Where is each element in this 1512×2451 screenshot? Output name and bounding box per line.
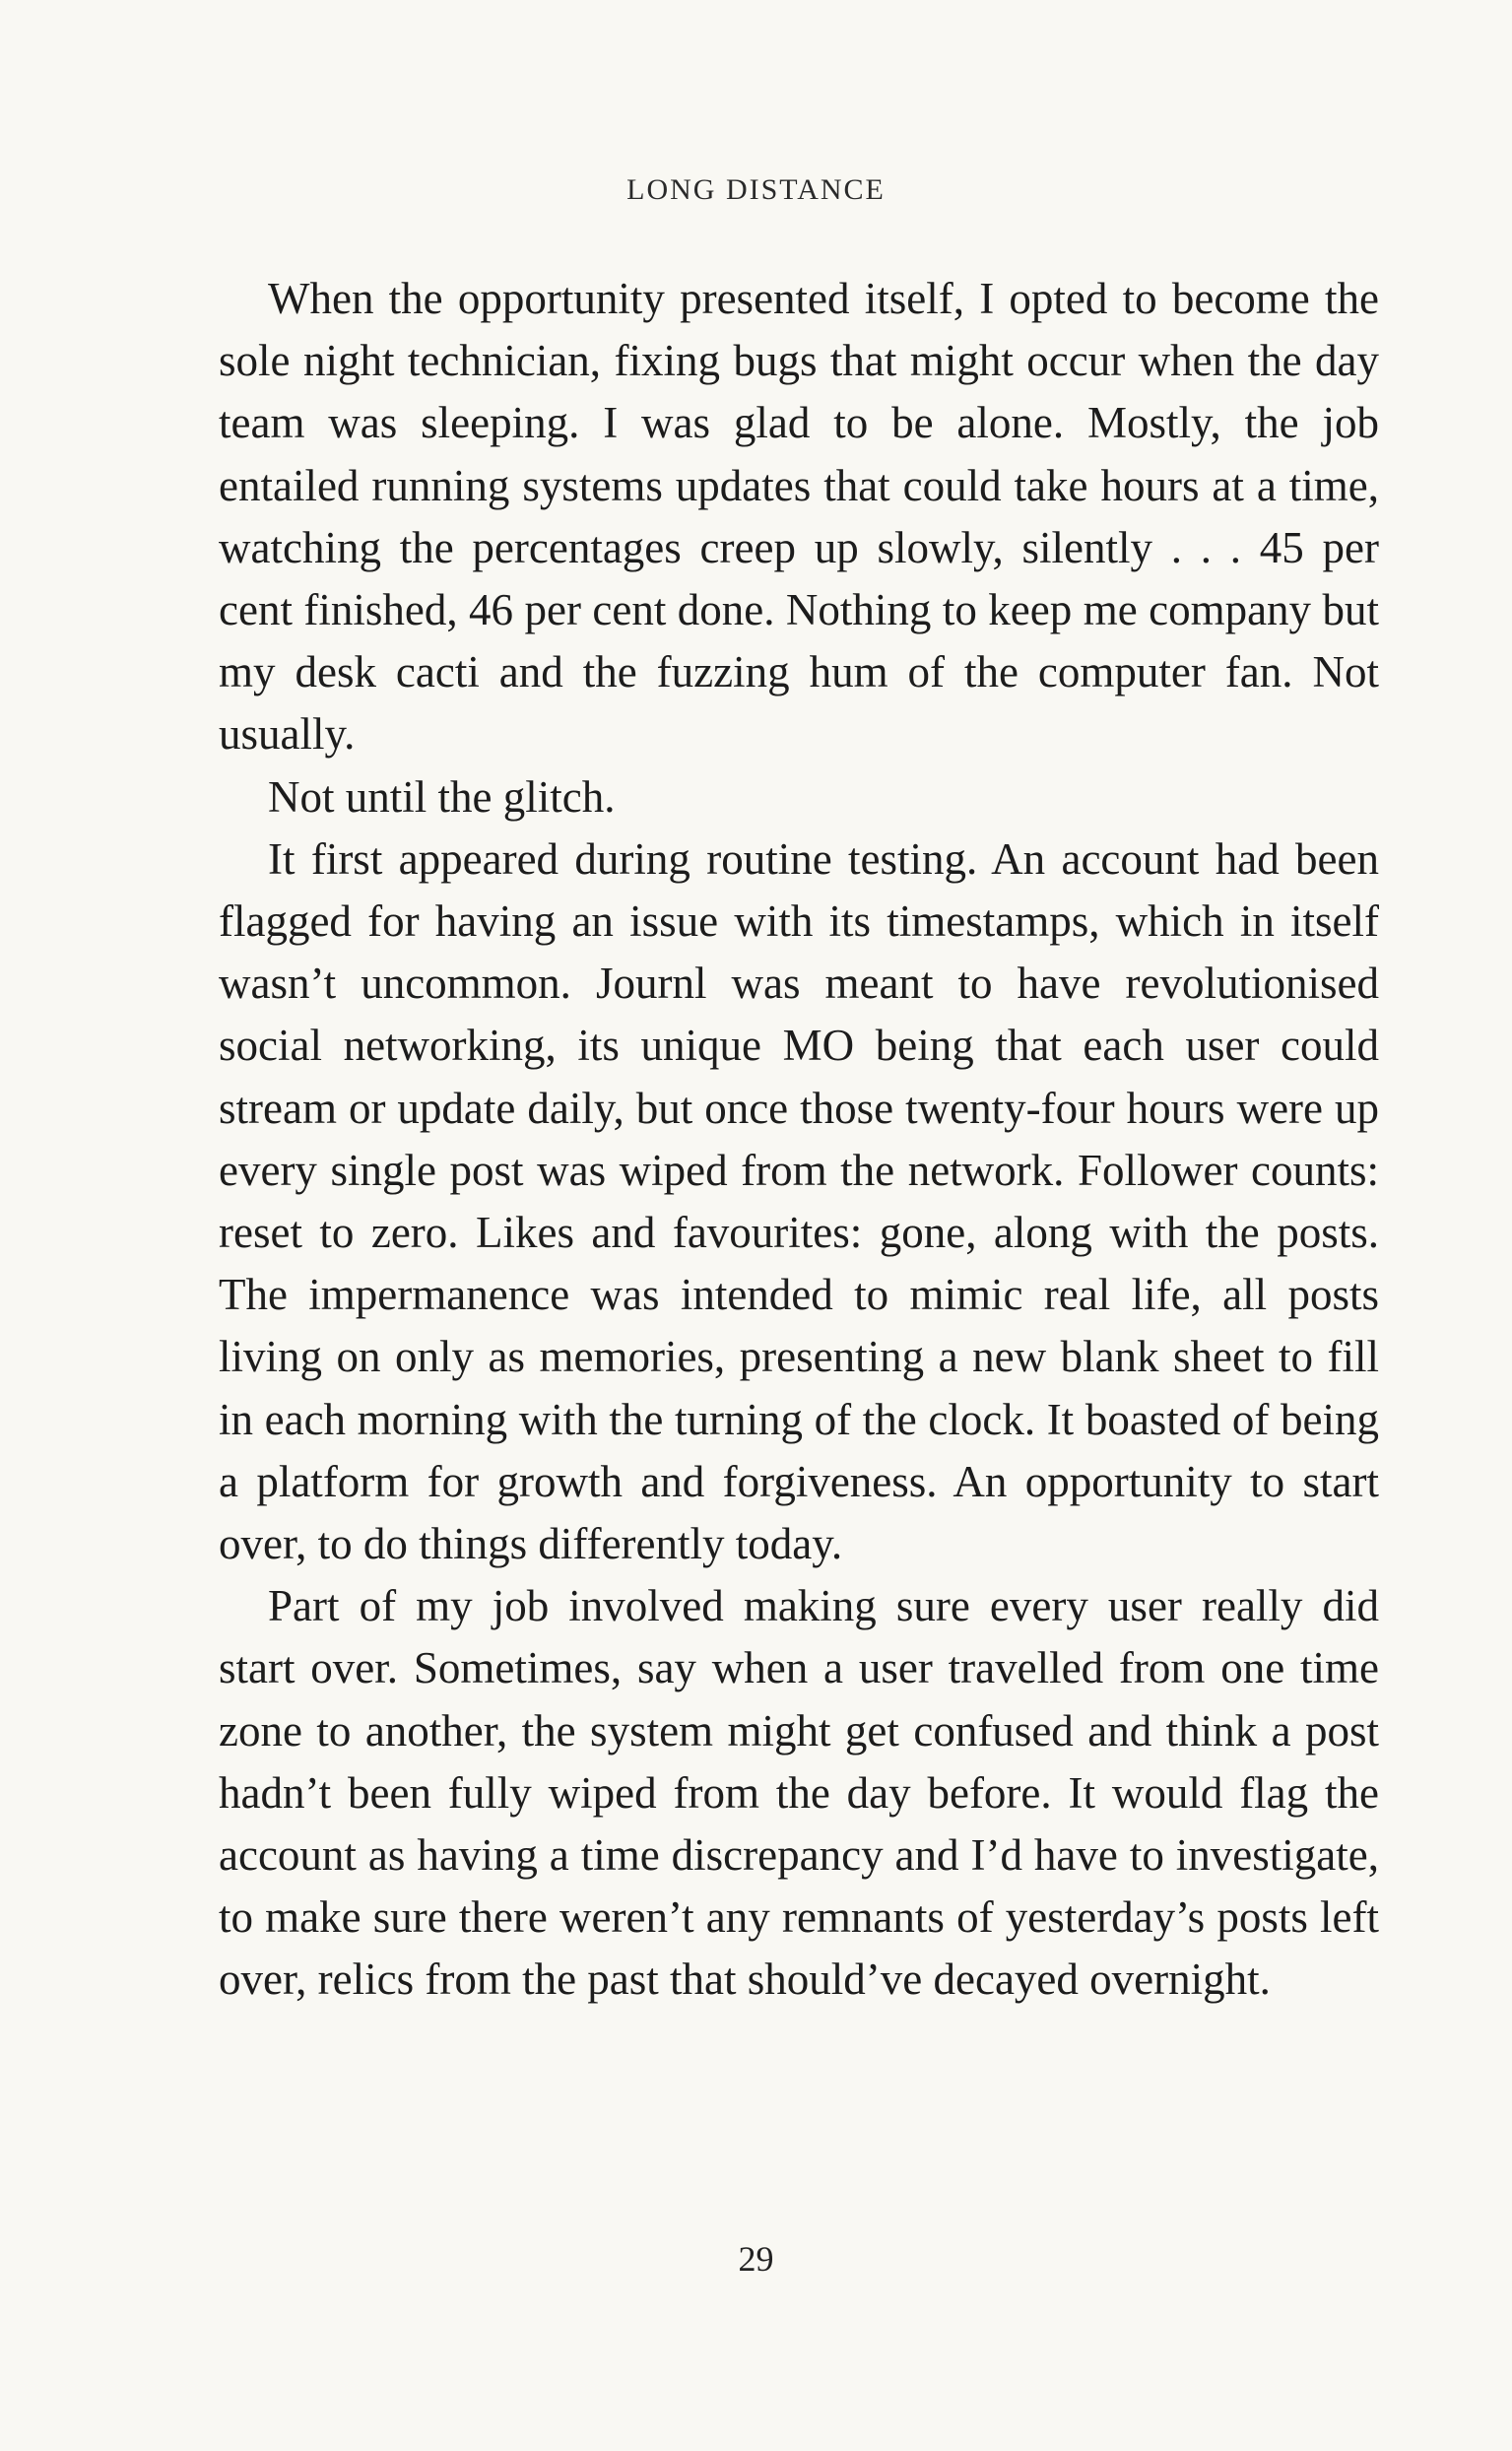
body-text — [219, 268, 1379, 2012]
paragraph: When the opportunity presented itself, I opted to become the sole night technician, fixing bugs that might occur when the day team was sleeping. I was glad to be alone. Mostly, the job entailed running systems updates that could take hours at a time, watching the percentages creep up slowly, silently . . . 45 per cent finished, 46 per cent done. Nothing to keep me company but my desk cacti and the fuzzing hum of the computer fan. Not usually. — [219, 274, 1379, 760]
running-head: LONG DISTANCE — [626, 173, 886, 206]
page-number: 29 — [738, 2239, 774, 2279]
paragraph: Part of my job involved making sure every user really did start over. Sometimes, say when a user travelled from one time zone to another, the system might get confused and think a post hadn’t been fully wiped from the day before. It would flag the account as having a time discrepancy and I’d have to investigate, to make sure there weren’t any remnants of yesterday’s posts left over, relics from the past that should’ve decayed overnight. — [219, 1581, 1379, 2005]
paragraph: It first appeared during routine testing. An account had been flagged for having an issue with its timestamps, which in itself wasn’t uncommon. Journl was meant to have revolutionised social networking, its unique MO being that each user could stream or update daily, but once those twenty-four hours were up every single post was wiped from the network. Follower counts: reset to zero. Likes and favourites: gone, along with the posts. The impermanence was intended to mimic real life, all posts living on only as memories, presenting a new blank sheet to fill in each morning with the turning of the clock. It boasted of being a platform for growth and forgiveness. An opportunity to start over, to do things differently today. — [219, 833, 1379, 1569]
paragraph: Not until the glitch. — [268, 771, 616, 822]
